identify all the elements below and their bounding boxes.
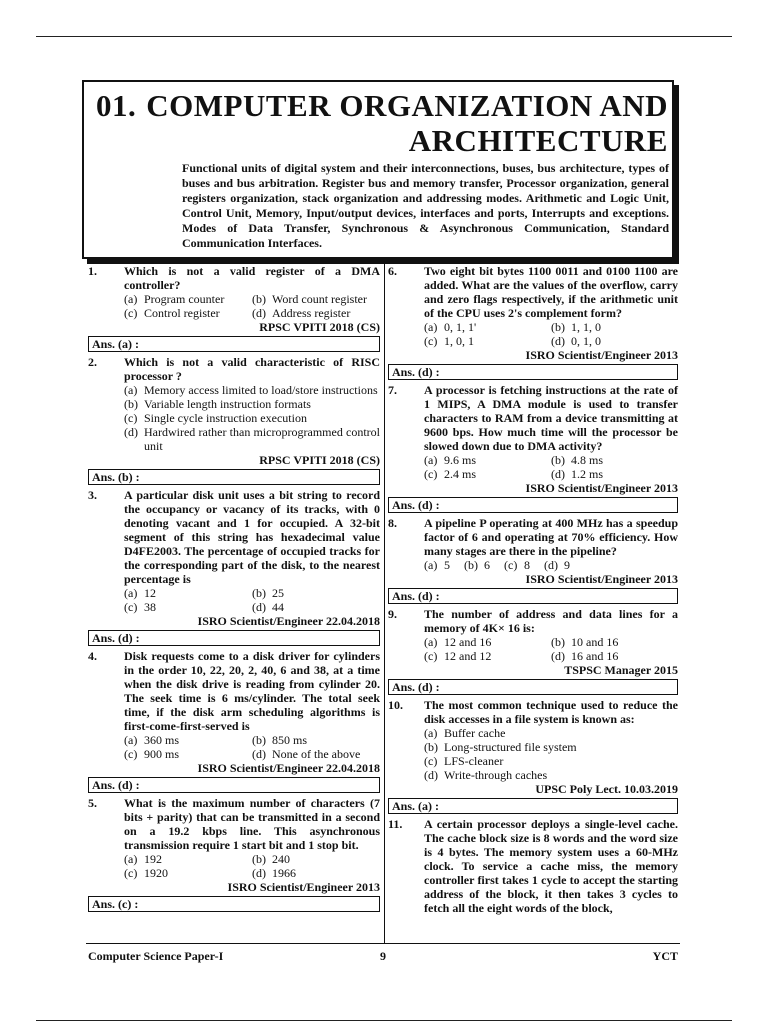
option-label: (d) [551,467,565,481]
option-text: 25 [272,586,284,600]
question-text: A particular disk unit uses a bit string to record the occupancy or vacancy of its tracks, with 0 denoting vacant and 1 for occupied. A 32-bit segment of this string has hexadecimal value D4FE2003. The percentage of occupied tracks for the corresponding part of the disk, to the nearest percentage is [124,488,380,586]
option-text: Single cycle instruction execution [144,411,307,425]
option-label: (b) [551,320,565,334]
option-label: (b) [551,453,565,467]
option-label: (b) [124,397,138,411]
options [124,586,380,614]
question-text: The most common technique used to reduce the disk accesses in a file system is known as: [424,698,678,726]
question-number: 6. [388,264,397,278]
option-label: (d) [551,334,565,348]
option-text: 12 and 12 [444,649,492,663]
option-text: 192 [144,852,162,866]
option-text: 2.4 ms [444,467,477,481]
question-number: 1. [88,264,97,278]
question-6 [388,264,678,380]
option-text: 6 [484,558,490,572]
question-3 [88,488,380,646]
answer-box: Ans. (d) : [88,777,380,793]
question-5 [88,796,380,912]
question-text: Two eight bit bytes 1100 0011 and 0100 1100 are added. What are the values of the overflow, carry and zero flags respectively, if the arithmetic unit of the CPU uses 2's complement form? [424,264,678,320]
option-text: 1966 [272,866,296,880]
question-number: 10. [388,698,403,712]
question-4 [88,649,380,793]
answer-box: Ans. (c) : [88,896,380,912]
option-text: 1, 0, 1 [444,334,474,348]
right-column [388,264,678,915]
option-label: (b) [424,740,438,754]
answer-box: Ans. (d) : [388,364,678,380]
option-label: (c) [424,754,438,768]
option-label: (a) [124,852,138,866]
option-text: 38 [144,600,156,614]
chapter-number: 01. [96,88,137,123]
options [424,320,678,348]
answer-box: Ans. (d) : [88,630,380,646]
option-label: (b) [252,852,266,866]
option-text: Memory access limited to load/store instructions [144,383,378,397]
question-number: 9. [388,607,397,621]
option-text: 360 ms [144,733,180,747]
option-text: Program counter [144,292,225,306]
options [424,726,678,782]
option-text: Word count register [272,292,368,306]
footer-page-number: 9 [380,949,386,963]
option-text: 0, 1, 1' [444,320,477,334]
option-label: (a) [424,453,438,467]
option-label: (a) [424,635,438,649]
question-text: A certain processor deploys a single-level cache. The cache block size is 8 words and the word size is 4 bytes. The memory system uses a 60-MHz clock. To service a cache miss, the memory controller first takes 1 cycle to accept the starting address of the block, it then takes 3 cycles to fetch all the eight words of the block, [424,817,678,915]
option-label: (d) [252,600,266,614]
chapter-title-line2: ARCHITECTURE [408,123,668,158]
option-label: (c) [424,334,438,348]
chapter-title-line1: COMPUTER ORGANIZATION AND [146,88,668,123]
question-source: RPSC VPITI 2018 (CS) [259,320,380,334]
question-text: A processor is fetching instructions at the rate of 1 MIPS, A DMA module is used to transfer characters to RAM from a device transmitting at 9600 bps. How much time will the processor be slowed down due to DMA activity? [424,383,678,453]
option-label: (d) [252,747,266,761]
option-text: Address register [272,306,351,320]
option-text: 1, 1, 0 [571,320,601,334]
option-label: (c) [504,558,518,572]
question-2 [88,355,380,485]
option-text: 240 [272,852,290,866]
option-label: (c) [424,467,438,481]
question-text: Which is not a valid register of a DMA controller? [124,264,380,292]
option-text: 9.6 ms [444,453,477,467]
answer-box: Ans. (d) : [388,679,678,695]
chapter-header-box [82,80,674,259]
question-source: ISRO Scientist/Engineer 2013 [525,481,678,495]
option-text: LFS-cleaner [444,754,504,768]
options [124,292,380,320]
question-number: 5. [88,796,97,810]
question-9 [388,607,678,695]
option-label: (c) [124,866,138,880]
chapter-syllabus: Functional units of digital system and their interconnections, buses, bus architecture, types of buses and bus arbitration. Register bus and memory transfer, Processor organization, general registers organization, stack organization and addressing modes. Arithmetic and Logic Unit, Control Unit, Memory, Input/output devices, interfaces and ports, Interrupts and exceptions. Modes of Data Transfer, Synchronous & Asynchronous Communication, Standard Communication Interfaces. [182,161,669,250]
option-text: 1920 [144,866,168,880]
options [424,453,678,481]
option-text: 12 and 16 [444,635,492,649]
option-label: (a) [424,726,438,740]
option-label: (b) [252,586,266,600]
question-7 [388,383,678,513]
option-label: (a) [124,383,138,397]
question-number: 3. [88,488,97,502]
option-text: Write-through caches [444,768,548,782]
option-label: (c) [124,411,138,425]
question-number: 8. [388,516,397,530]
option-text: Variable length instruction formats [144,397,311,411]
question-source: TSPSC Manager 2015 [564,663,678,677]
option-label: (c) [124,600,138,614]
page-footer [88,949,678,964]
bottom-rule [36,1020,732,1021]
answer-box: Ans. (d) : [388,497,678,513]
option-label: (a) [124,733,138,747]
option-text: Buffer cache [444,726,506,740]
option-label: (b) [252,733,266,747]
option-text: 900 ms [144,747,180,761]
option-text: 8 [524,558,530,572]
question-text: Disk requests come to a disk driver for cylinders in the order 10, 22, 20, 2, 40, 6 and 38, at a time when the disk drive is reading from cylinder 20. The seek time is 6 ms/cylinder. The total seek time, if the disk arm scheduling algorithms is first-come-first-served is [124,649,380,733]
question-text: A pipeline P operating at 400 MHz has a speedup factor of 6 and operating at 70% efficiency. How many stages are there in the pipeline? [424,516,678,558]
question-source: RPSC VPITI 2018 (CS) [259,453,380,467]
option-label: (a) [424,558,438,572]
option-label: (b) [551,635,565,649]
option-label: (b) [464,558,478,572]
footer-rule [86,943,680,944]
question-source: ISRO Scientist/Engineer 22.04.2018 [197,761,380,775]
answer-box: Ans. (a) : [388,798,678,814]
question-number: 2. [88,355,97,369]
question-10 [388,698,678,814]
option-text: 10 and 16 [571,635,619,649]
options [424,558,678,572]
option-text: 9 [564,558,570,572]
answer-box: Ans. (a) : [88,336,380,352]
option-label: (c) [424,649,438,663]
question-source: UPSC Poly Lect. 10.03.2019 [535,782,678,796]
question-11 [388,817,678,915]
footer-publisher: YCT [652,949,678,963]
question-8 [388,516,678,604]
column-divider [384,262,385,943]
question-source: ISRO Scientist/Engineer 22.04.2018 [197,614,380,628]
option-text: Hardwired rather than microprogrammed control unit [144,425,380,453]
answer-box: Ans. (b) : [88,469,380,485]
options [124,383,380,453]
answer-box: Ans. (d) : [388,588,678,604]
option-label: (d) [124,425,138,439]
options [124,852,380,880]
question-source: ISRO Scientist/Engineer 2013 [525,572,678,586]
option-text: 0, 1, 0 [571,334,601,348]
option-text: 44 [272,600,284,614]
question-1 [88,264,380,352]
option-label: (a) [424,320,438,334]
option-label: (d) [424,768,438,782]
option-label: (b) [252,292,266,306]
options [124,733,380,761]
question-text: What is the maximum number of characters (7 bits + parity) that can be transmitted in a second on a 19.2 kbps line. This asynchronous transmission require 1 start bit and 1 stop bit. [124,796,380,852]
question-text: Which is not a valid characteristic of RISC processor ? [124,355,380,383]
question-number: 4. [88,649,97,663]
top-rule [36,36,732,37]
question-number: 7. [388,383,397,397]
footer-book-title: Computer Science Paper-I [88,949,224,963]
option-text: 16 and 16 [571,649,619,663]
question-number: 11. [388,817,403,831]
option-label: (d) [252,306,266,320]
question-source: ISRO Scientist/Engineer 2013 [525,348,678,362]
option-text: 1.2 ms [571,467,604,481]
option-label: (c) [124,747,138,761]
option-label: (d) [252,866,266,880]
question-source: ISRO Scientist/Engineer 2013 [227,880,380,894]
question-text: The number of address and data lines for a memory of 4K× 16 is: [424,607,678,635]
option-text: 4.8 ms [571,453,604,467]
options [424,635,678,663]
option-text: 5 [444,558,450,572]
option-text: 12 [144,586,156,600]
option-text: Control register [144,306,220,320]
option-label: (a) [124,292,138,306]
option-label: (d) [551,649,565,663]
option-label: (c) [124,306,138,320]
option-text: 850 ms [272,733,308,747]
left-column [88,264,380,915]
option-label: (a) [124,586,138,600]
option-text: Long-structured file system [444,740,577,754]
option-text: None of the above [272,747,361,761]
option-label: (d) [544,558,558,572]
